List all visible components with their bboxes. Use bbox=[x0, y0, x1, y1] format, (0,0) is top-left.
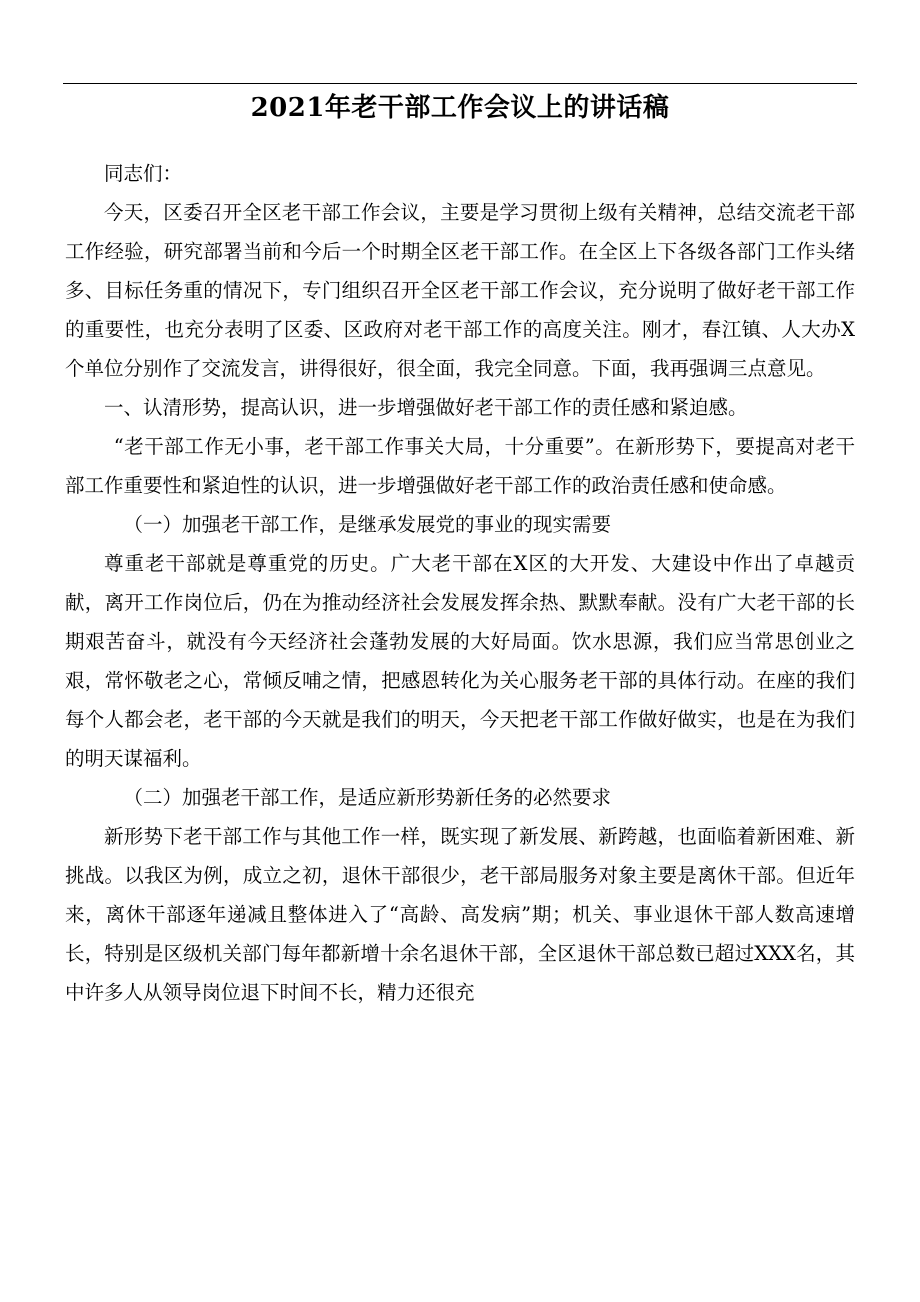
paragraph-history: 尊重老干部就是尊重党的历史。广大老干部在X区的大开发、大建设中作出了卓越贡献，离开工作岗位后，仍在为推动经济社会发展发挥余热、默默奉献。没有广大老干部的长期艰苦奋斗，就没有今天经济社会蓬勃发展的大好局面。饮水思源，我们应当常思创业之艰，常怀敬老之心，常倾反哺之情，把感恩转化为关心服务老干部的具体行动。在座的我们每个人都会老，老干部的今天就是我们的明天，今天把老干部工作做好做实，也是在为我们的明天谋福利。 bbox=[65, 552, 855, 770]
document-body bbox=[65, 150, 855, 1012]
paragraph-new-situation: 新形势下老干部工作与其他工作一样，既实现了新发展、新跨越，也面临着新困难、新挑战。以我区为例，成立之初，退休干部很少，老干部局服务对象主要是离休干部。但近年来，离休干部逐年递减且整体进入了“高龄、高发病”期；机关、事业退休干部人数高速增长，特别是区级机关部门每年都新增十余名退休干部，全区退休干部总数已超过XXX名，其中许多人从领导岗位退下时间不长，精力还很充 bbox=[65, 825, 855, 1004]
paragraph-quote: “老干部工作无小事，老干部工作事关大局，十分重要”。在新形势下，要提高对老干部工作重要性和紧迫性的认识，进一步增强做好老干部工作的政治责任感和使命感。 bbox=[65, 435, 855, 497]
header-rule bbox=[63, 83, 857, 84]
salutation: 同志们： bbox=[104, 162, 183, 185]
document-title: 2021年老干部工作会议上的讲话稿 bbox=[250, 93, 670, 123]
subheading-1: （一）加强老干部工作，是继承发展党的事业的现实需要 bbox=[123, 513, 612, 536]
paragraph-intro: 今天，区委召开全区老干部工作会议，主要是学习贯彻上级有关精神，总结交流老干部工作经验，研究部署当前和今后一个时期全区老干部工作。在全区上下各级各部门工作头绪多、目标任务重的情况下，专门组织召开全区老干部工作会议，充分说明了做好老干部工作的重要性，也充分表明了区委、区政府对老干部工作的高度关注。刚才，春江镇、人大办X个单位分别作了交流发言，讲得很好，很全面，我完全同意。下面，我再强调三点意见。 bbox=[65, 201, 855, 380]
section-heading-1: 一、认清形势，提高认识，进一步增强做好老干部工作的责任感和紧迫感。 bbox=[104, 396, 748, 419]
subheading-2: （二）加强老干部工作，是适应新形势新任务的必然要求 bbox=[123, 786, 612, 809]
